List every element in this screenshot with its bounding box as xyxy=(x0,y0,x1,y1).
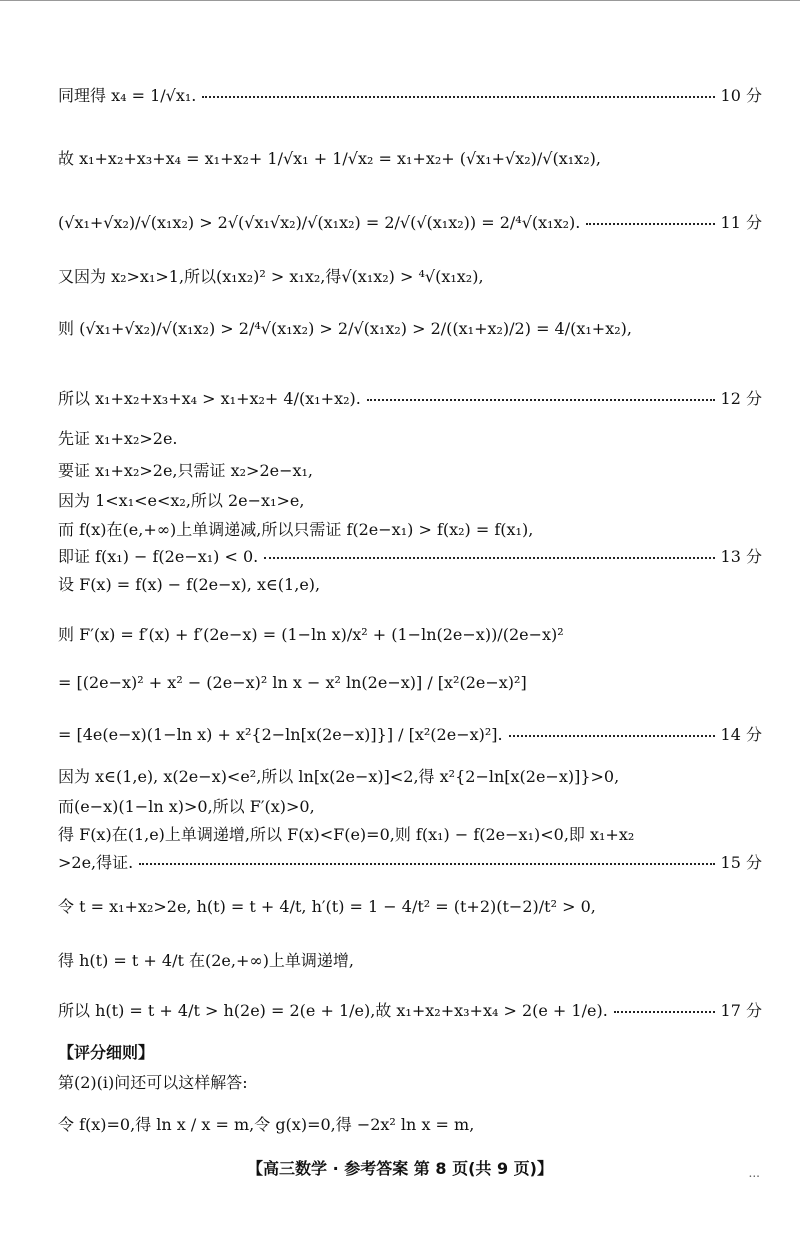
line-text: 设 F(x) = f(x) − f(2e−x), x∈(1,e), xyxy=(58,575,321,594)
score-label: 11 分 xyxy=(720,213,762,232)
score-label: 12 分 xyxy=(720,389,762,408)
line-text: 先证 x₁+x₂>2e. xyxy=(58,429,178,448)
corner-mark: ... xyxy=(748,1166,760,1180)
solution-line-12 xyxy=(58,574,762,596)
solution-line-16 xyxy=(58,766,762,788)
line-text: 因为 1<x₁<e<x₂,所以 2e−x₁>e, xyxy=(58,491,305,510)
line-text: 即证 f(x₁) − f(2e−x₁) < 0. xyxy=(58,547,259,566)
line-text: = [(2e−x)² + x² − (2e−x)² ln x − x² ln(2e−x)] / [x²(2e−x)²] xyxy=(58,673,527,692)
solution-line-11 xyxy=(58,546,762,568)
solution-line-2 xyxy=(58,148,762,170)
line-text: 而(e−x)(1−ln x)>0,所以 F′(x)>0, xyxy=(58,797,315,816)
line-text: 故 x₁+x₂+x₃+x₄ = x₁+x₂+ 1/√x₁ + 1/√x₂ = x₁+x₂+ (√x₁+√x₂)/√(x₁x₂), xyxy=(58,149,601,168)
grading-rules-heading xyxy=(58,1042,762,1064)
dot-leader xyxy=(614,1000,715,1022)
line-text: = [4e(e−x)(1−ln x) + x²{2−ln[x(2e−x)]}] / [x²(2e−x)²]. xyxy=(58,725,503,744)
dot-leader xyxy=(367,388,715,410)
line-text: 因为 x∈(1,e), x(2e−x)<e²,所以 ln[x(2e−x)]<2,得 x²{2−ln[x(2e−x)]}>0, xyxy=(58,767,620,786)
line-text: 又因为 x₂>x₁>1,所以(x₁x₂)² > x₁x₂,得√(x₁x₂) > ⁴√(x₁x₂), xyxy=(58,267,484,286)
solution-line-24 xyxy=(58,1072,762,1094)
line-text: 令 t = x₁+x₂>2e, h(t) = t + 4/t, h′(t) = 1 − 4/t² = (t+2)(t−2)/t² > 0, xyxy=(58,897,596,916)
solution-line-9 xyxy=(58,490,762,512)
solution-line-20 xyxy=(58,896,762,918)
line-text: >2e,得证. xyxy=(58,853,134,872)
top-border xyxy=(0,0,800,1)
solution-line-22 xyxy=(58,1000,762,1022)
solution-line-5 xyxy=(58,318,762,340)
solution-line-8 xyxy=(58,460,762,482)
solution-line-21 xyxy=(58,950,762,972)
line-text: 则 F′(x) = f′(x) + f′(2e−x) = (1−ln x)/x² + (1−ln(2e−x))/(2e−x)² xyxy=(58,625,564,644)
score-label: 15 分 xyxy=(720,853,762,872)
dot-leader xyxy=(509,724,715,746)
solution-line-17 xyxy=(58,796,762,818)
score-label: 13 分 xyxy=(720,547,762,566)
line-text: 而 f(x)在(e,+∞)上单调递减,所以只需证 f(2e−x₁) > f(x₂) = f(x₁), xyxy=(58,520,534,539)
dot-leader xyxy=(202,85,714,107)
score-label: 10 分 xyxy=(720,86,762,105)
solution-line-7 xyxy=(58,428,762,450)
line-text: 同理得 x₄ = 1/√x₁. xyxy=(58,86,197,105)
solution-line-3 xyxy=(58,212,762,234)
line-text: (√x₁+√x₂)/√(x₁x₂) > 2√(√x₁√x₂)/√(x₁x₂) = 2/√(√(x₁x₂)) = 2/⁴√(x₁x₂). xyxy=(58,213,581,232)
line-text: 第(2)(ⅰ)问还可以这样解答: xyxy=(58,1073,248,1092)
solution-line-1 xyxy=(58,85,762,107)
solution-line-14 xyxy=(58,672,762,694)
solution-line-6 xyxy=(58,388,762,410)
score-label: 14 分 xyxy=(720,725,762,744)
score-label: 17 分 xyxy=(720,1001,762,1020)
solution-line-18 xyxy=(58,824,762,846)
solution-line-13 xyxy=(58,624,762,646)
line-text: 则 (√x₁+√x₂)/√(x₁x₂) > 2/⁴√(x₁x₂) > 2/√(x₁x₂) > 2/((x₁+x₂)/2) = 4/(x₁+x₂), xyxy=(58,319,632,338)
dot-leader xyxy=(264,546,714,568)
line-text: 要证 x₁+x₂>2e,只需证 x₂>2e−x₁, xyxy=(58,461,314,480)
dot-leader xyxy=(586,212,714,234)
line-text: 得 h(t) = t + 4/t 在(2e,+∞)上单调递增, xyxy=(58,951,355,970)
solution-line-4 xyxy=(58,266,762,288)
line-text: 令 f(x)=0,得 ln x / x = m,令 g(x)=0,得 −2x² ln x = m, xyxy=(58,1115,475,1134)
page-footer: 【高三数学 · 参考答案 第 8 页(共 9 页)】 xyxy=(247,1159,553,1178)
solution-line-15 xyxy=(58,724,762,746)
line-text: 【评分细则】 xyxy=(58,1043,155,1062)
solution-line-25 xyxy=(58,1114,762,1136)
line-text: 得 F(x)在(1,e)上单调递增,所以 F(x)<F(e)=0,则 f(x₁) − f(2e−x₁)<0,即 x₁+x₂ xyxy=(58,825,635,844)
solution-line-10 xyxy=(58,519,762,541)
solution-line-19 xyxy=(58,852,762,874)
line-text: 所以 h(t) = t + 4/t > h(2e) = 2(e + 1/e),故 x₁+x₂+x₃+x₄ > 2(e + 1/e). xyxy=(58,1001,608,1020)
dot-leader xyxy=(139,852,714,874)
line-text: 所以 x₁+x₂+x₃+x₄ > x₁+x₂+ 4/(x₁+x₂). xyxy=(58,389,361,408)
